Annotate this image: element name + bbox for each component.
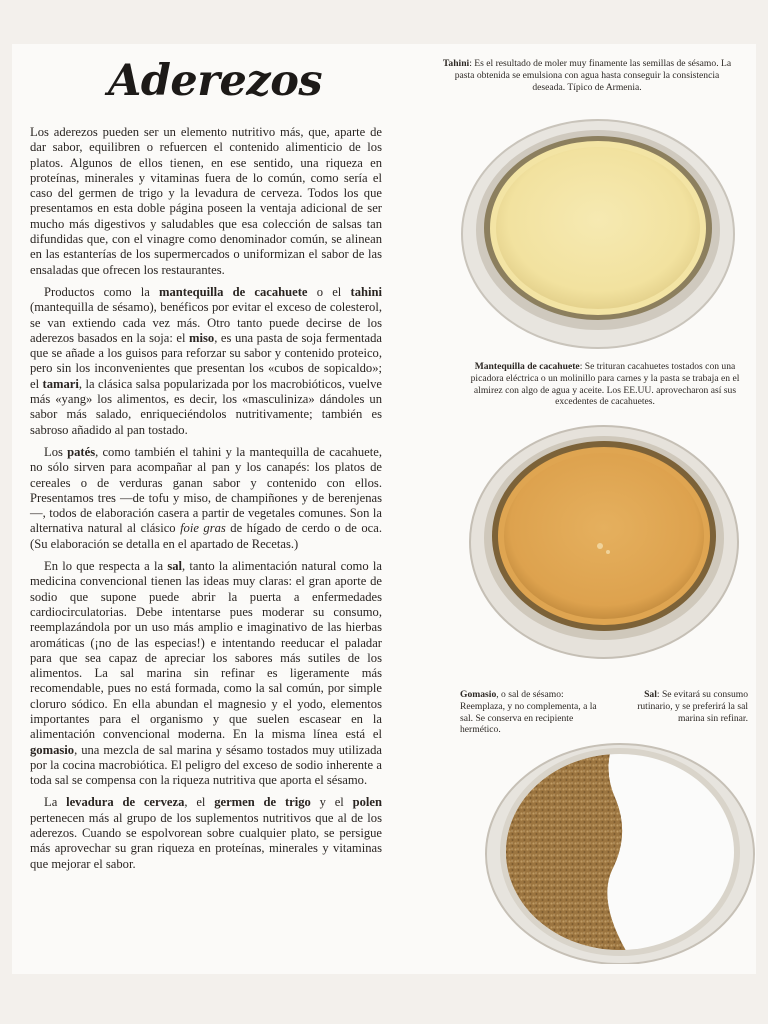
page-title: Aderezos (108, 56, 323, 106)
article-body (30, 125, 382, 879)
term-miso: miso (189, 330, 215, 345)
term-foie-gras: foie gras (180, 521, 226, 536)
caption-gomasio: Gomasio, o sal de sésamo: Reemplaza, y no complementa, a la sal. Se conserva en recipiente hermético. (460, 689, 597, 736)
paragraph-butters: Productos como la mantequilla de cacahuete o el tahini (mantequilla de sésamo), benéficos por evitar el exceso de colesterol, se van extiendo cada vez más. Otro tanto puede decirse de los aderezos basados en la soja: el miso, es una pasta de soja fermentada que se añade a los guisos para reforzar su sabor y contenido proteico, pero sin los inconvenientes que presentan los «cubos de sopicaldo»; el tamari, la clásica salsa popularizada por los macrobióticos, vuelve más «yang» los alimentos, es decir, los «masculiniza» dándoles un sabor más salado, enriqueciéndolos nutritivamente; también es sabroso añadido al pan tostado. (30, 284, 382, 437)
term-mantequilla: mantequilla de cacahuete (159, 284, 308, 299)
term-germen: germen de trigo (214, 795, 311, 810)
caption-mantequilla: Mantequilla de cacahuete: Se trituran cacahuetes tostados con una picadora eléctrica o un molinillo para carnes y la pasta se trabaja en el almirez con algo de agua y aceite. Los EE.UU. aprovecharon así sus excedentes de cacahuetes. (470, 361, 740, 408)
bowl-mantequilla (468, 418, 744, 662)
bowl-tahini (460, 110, 740, 350)
paragraph-pates: Los patés, como también el tahini y la mantequilla de cacahuete, no sólo sirven para acompañar al pan y los canapés: los platos de cereales o de verduras ganan sabor y contenido con ellos. Presentamos tres —de tofu y miso, de champiñones y de berenjenas—, todos de elaboración casera a partir de vegetales comunes. Son la alternativa natural al clásico foie gras de hígado de cerdo o de oca. (Su elaboración se detalla en el apartado de Recetas.) (30, 444, 382, 551)
term-pates: patés (67, 444, 96, 459)
term-tahini: tahini (350, 284, 382, 299)
paragraph-intro: Los aderezos pueden ser un elemento nutritivo más, que, aparte de dar sabor, equilibren o refuercen el contenido alimenticio de los platos. Algunos de ellos tienen, en ese sentido, una riqueza en proteínas, minerales y vitaminas fuera de lo común, como sería el caso del germen de trigo y la levadura de cerveza. Todos los que presentamos en esta doble página poseen la ventaja adicional de ser mucho más digestivos y saludables que esa colección de salsas tan difundidas que, con el vinagre como denominador común, se alinean en las estanterías de los supermercados o uniformizan el sabor de las ensaladas que ofrecen los restaurantes. (30, 125, 382, 277)
term-sal: sal (167, 559, 183, 574)
term-gomasio: gomasio (30, 742, 75, 757)
term-polen: polen (352, 795, 382, 810)
term-levadura: levadura de cerveza (66, 795, 185, 810)
term-tamari: tamari (42, 376, 79, 391)
caption-sal: Sal: Se evitará su consumo rutinario, y se preferirá la sal marina sin refinar. (637, 689, 748, 724)
paragraph-sal: En lo que respecta a la sal, tanto la alimentación natural como la medicina convencional tienen las ideas muy claras: el gran aporte de sodio que supone puede abrir la puerta a enfermedades cardiocirculatorias. Debe intentarse pues moderar su consumo, reemplazándola por un uso más amplio e imaginativo de las hierbas aromáticas (¡no de las especias!) e intentando reeducar el paladar para que sea capaz de apreciar los sabores más sutiles de los alimentos. La sal marina sin refinar es ligeramente más recomendable, pues no está formada, como la sal común, por simple cloruro sódico. En ella abundan el magnesio y el yodo, elementos importantes para el organismo y que suelen escasear en la alimentación convencional moderna. En la misma línea está el gomasio, una mezcla de sal marina y sésamo tostados muy utilizada por la cocina macrobiótica. El peligro del exceso de sodio inherente a toda sal se compensa con la riqueza nutritiva que aporta el sésamo. (30, 559, 382, 788)
bowl-gomasio-sal (484, 740, 756, 964)
caption-tahini: Tahini: Es el resultado de moler muy finamente las semillas de sésamo. La pasta obtenida se emulsiona con agua hasta conseguir la consistencia deseada. Típico de Armenia. (442, 58, 732, 93)
paragraph-supplements: La levadura de cerveza, el germen de trigo y el polen pertenecen más al grupo de los suplementos nutritivos que al de los aderezos. Cuando se espolvorean sobre cualquier plato, se persigue más aprovechar su gran riqueza en proteínas, minerales y vitaminas que mejorar el sabor. (30, 795, 382, 871)
